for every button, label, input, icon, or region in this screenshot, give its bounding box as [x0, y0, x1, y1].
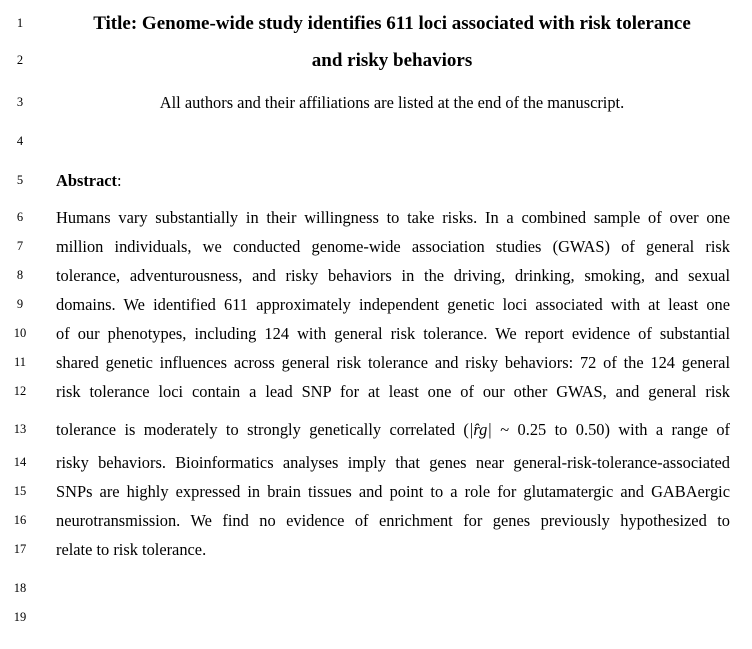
- abstract-heading: [56, 166, 730, 195]
- line-12: [0, 377, 752, 406]
- line-number: 19: [13, 610, 27, 624]
- line-number: 16: [13, 513, 27, 527]
- line-19: [0, 603, 752, 632]
- line-5: [0, 166, 752, 195]
- genetic-correlation-symbol: |r̂g|: [468, 420, 492, 439]
- line-17: [0, 535, 752, 564]
- line-4: [0, 127, 752, 156]
- line-number: 7: [16, 239, 24, 253]
- line-13: [0, 415, 752, 444]
- abstract-line: SNPs are highly expressed in brain tissues and point to a role for glutamatergic and GABAergic: [56, 482, 730, 501]
- line-7: [0, 232, 752, 261]
- line-number: 4: [16, 134, 24, 148]
- line-1: [0, 9, 752, 38]
- line-15: [0, 477, 752, 506]
- abstract-line: risky behaviors. Bioinformatics analyses imply that genes near general-risk-tolerance-associated: [56, 453, 730, 472]
- abstract-line-head: tolerance is moderately to strongly genetically correlated (: [56, 420, 469, 439]
- line-9: [0, 290, 752, 319]
- line-2: [0, 46, 752, 75]
- line-3: [0, 88, 752, 117]
- line-8: [0, 261, 752, 290]
- line-number: 13: [13, 422, 27, 436]
- line-6: [0, 203, 752, 232]
- line-number: 9: [16, 297, 24, 311]
- abstract-line: Humans vary substantially in their willingness to take risks. In a combined sample of over one: [56, 208, 730, 227]
- abstract-line: risk tolerance loci contain a lead SNP for at least one of our other GWAS, and general risk: [56, 382, 730, 401]
- line-number: 15: [13, 484, 27, 498]
- abstract-line-with-math: [56, 415, 730, 444]
- line-11: [0, 348, 752, 377]
- line-number: 11: [13, 355, 27, 369]
- line-number: 10: [13, 326, 27, 340]
- line-18: [0, 574, 752, 603]
- line-number: 3: [16, 95, 24, 109]
- abstract-label: Abstract: [56, 171, 117, 190]
- abstract-line: domains. We identified 611 approximately independent genetic loci associated with at least one: [56, 295, 730, 314]
- line-number: 18: [13, 581, 27, 595]
- abstract-line: shared genetic influences across general risk tolerance and risky behaviors: 72 of the 124 general: [56, 353, 730, 372]
- line-number: 8: [16, 268, 24, 282]
- abstract-line: tolerance, adventurousness, and risky behaviors in the driving, drinking, smoking, and sexual: [56, 266, 730, 285]
- line-number: 17: [13, 542, 27, 556]
- line-number: 12: [13, 384, 27, 398]
- line-number: 5: [16, 173, 24, 187]
- line-10: [0, 319, 752, 348]
- line-number: 2: [16, 53, 24, 67]
- line-number: 14: [13, 455, 27, 469]
- abstract-line: relate to risk tolerance.: [56, 540, 207, 559]
- line-number: 1: [16, 16, 24, 30]
- abstract-line: million individuals, we conducted genome-wide association studies (GWAS) of general risk: [56, 237, 730, 256]
- abstract-line: of our phenotypes, including 124 with general risk tolerance. We report evidence of substantial: [56, 324, 730, 343]
- authors-note: All authors and their affiliations are listed at the end of the manuscript.: [159, 93, 625, 112]
- abstract-line: neurotransmission. We find no evidence of enrichment for genes previously hypothesized to: [56, 511, 730, 530]
- title-line-1: Title: Genome-wide study identifies 611 loci associated with risk tolerance: [93, 13, 691, 34]
- title-line-2: and risky behaviors: [311, 50, 473, 71]
- line-16: [0, 506, 752, 535]
- abstract-line-tail: ~ 0.25 to 0.50) with a range of: [491, 420, 730, 439]
- line-14: [0, 448, 752, 477]
- abstract-colon: :: [117, 171, 122, 190]
- line-number: 6: [16, 210, 24, 224]
